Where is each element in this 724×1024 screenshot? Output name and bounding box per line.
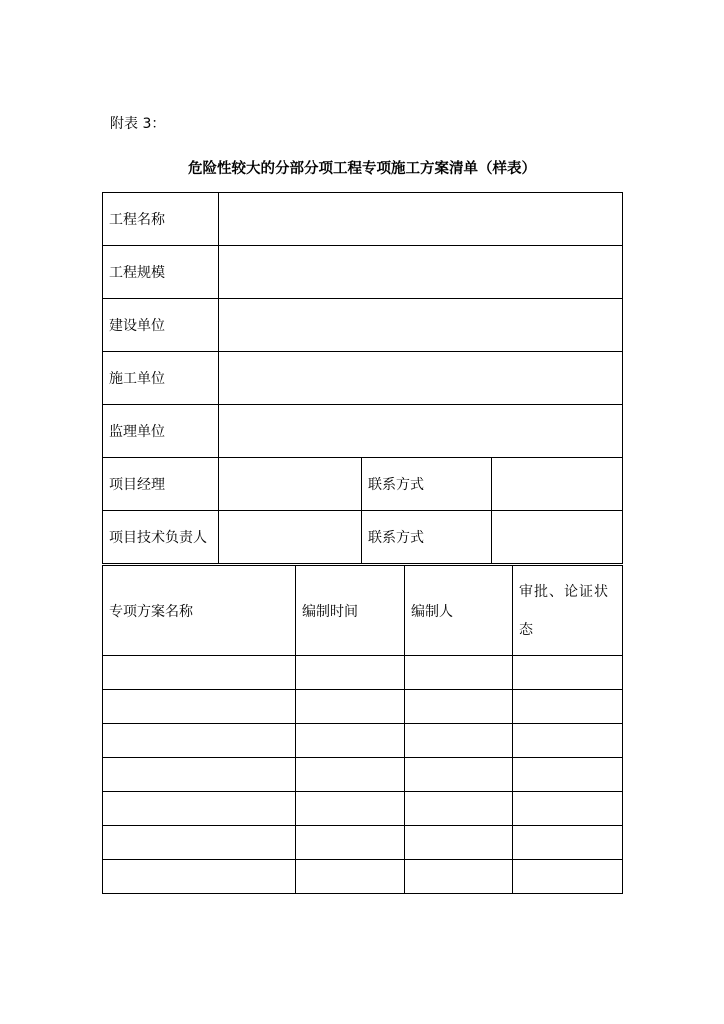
approval-status-cell[interactable] — [513, 826, 623, 860]
plan-table-row — [103, 758, 623, 792]
contact-method-label: 联系方式 — [362, 511, 492, 564]
plan-name-cell[interactable] — [103, 792, 296, 826]
contact-row-label: 项目技术负责人 — [103, 511, 219, 564]
contact-row-label: 项目经理 — [103, 458, 219, 511]
plan-table-row — [103, 656, 623, 690]
info-row — [103, 352, 623, 405]
compile-time-cell[interactable] — [296, 690, 405, 724]
project-info-table — [102, 192, 623, 564]
info-label: 监理单位 — [103, 405, 219, 458]
plan-table-row — [103, 690, 623, 724]
approval-status-cell[interactable] — [513, 758, 623, 792]
compile-time-cell[interactable] — [296, 724, 405, 758]
plan-name-cell[interactable] — [103, 656, 296, 690]
plan-name-cell[interactable] — [103, 690, 296, 724]
approval-status-cell[interactable] — [513, 792, 623, 826]
contact-row — [103, 511, 623, 564]
info-value-cell[interactable] — [219, 246, 623, 299]
compiler-cell[interactable] — [405, 724, 513, 758]
approval-status-cell[interactable] — [513, 724, 623, 758]
plan-table-row — [103, 792, 623, 826]
info-row — [103, 405, 623, 458]
compiler-cell[interactable] — [405, 792, 513, 826]
compiler-cell[interactable] — [405, 758, 513, 792]
info-label: 施工单位 — [103, 352, 219, 405]
compiler-cell[interactable] — [405, 860, 513, 894]
approval-status-cell[interactable] — [513, 656, 623, 690]
info-value-cell[interactable] — [219, 352, 623, 405]
compile-time-cell[interactable] — [296, 758, 405, 792]
contact-method-label: 联系方式 — [362, 458, 492, 511]
info-label: 工程规模 — [103, 246, 219, 299]
info-label: 工程名称 — [103, 193, 219, 246]
contact-row-value-cell[interactable] — [219, 511, 362, 564]
compile-time-cell[interactable] — [296, 656, 405, 690]
plan-table-row — [103, 860, 623, 894]
info-value-cell[interactable] — [219, 299, 623, 352]
plan-name-cell[interactable] — [103, 860, 296, 894]
approval-status-cell[interactable] — [513, 690, 623, 724]
header-compile-time: 编制时间 — [296, 566, 405, 656]
compiler-cell[interactable] — [405, 690, 513, 724]
info-value-cell[interactable] — [219, 193, 623, 246]
plan-name-cell[interactable] — [103, 758, 296, 792]
compile-time-cell[interactable] — [296, 860, 405, 894]
info-row — [103, 193, 623, 246]
plan-table-row — [103, 724, 623, 758]
contact-method-value-cell[interactable] — [492, 511, 623, 564]
contact-row — [103, 458, 623, 511]
plan-table-row — [103, 826, 623, 860]
plan-table-header-row — [103, 566, 623, 656]
document-title: 危险性较大的分部分项工程专项施工方案清单（样表） — [188, 161, 536, 177]
contact-method-value-cell[interactable] — [492, 458, 623, 511]
info-label: 建设单位 — [103, 299, 219, 352]
info-row — [103, 299, 623, 352]
compile-time-cell[interactable] — [296, 826, 405, 860]
header-approval-status: 审批、论证状态 — [513, 566, 623, 656]
header-compiler: 编制人 — [405, 566, 513, 656]
compiler-cell[interactable] — [405, 826, 513, 860]
info-row — [103, 246, 623, 299]
plan-name-cell[interactable] — [103, 826, 296, 860]
compile-time-cell[interactable] — [296, 792, 405, 826]
compiler-cell[interactable] — [405, 656, 513, 690]
contact-row-value-cell[interactable] — [219, 458, 362, 511]
header-plan-name: 专项方案名称 — [103, 566, 296, 656]
plan-list-table — [102, 565, 623, 894]
attachment-label: 附表 3： — [110, 116, 166, 132]
approval-status-cell[interactable] — [513, 860, 623, 894]
info-value-cell[interactable] — [219, 405, 623, 458]
plan-name-cell[interactable] — [103, 724, 296, 758]
